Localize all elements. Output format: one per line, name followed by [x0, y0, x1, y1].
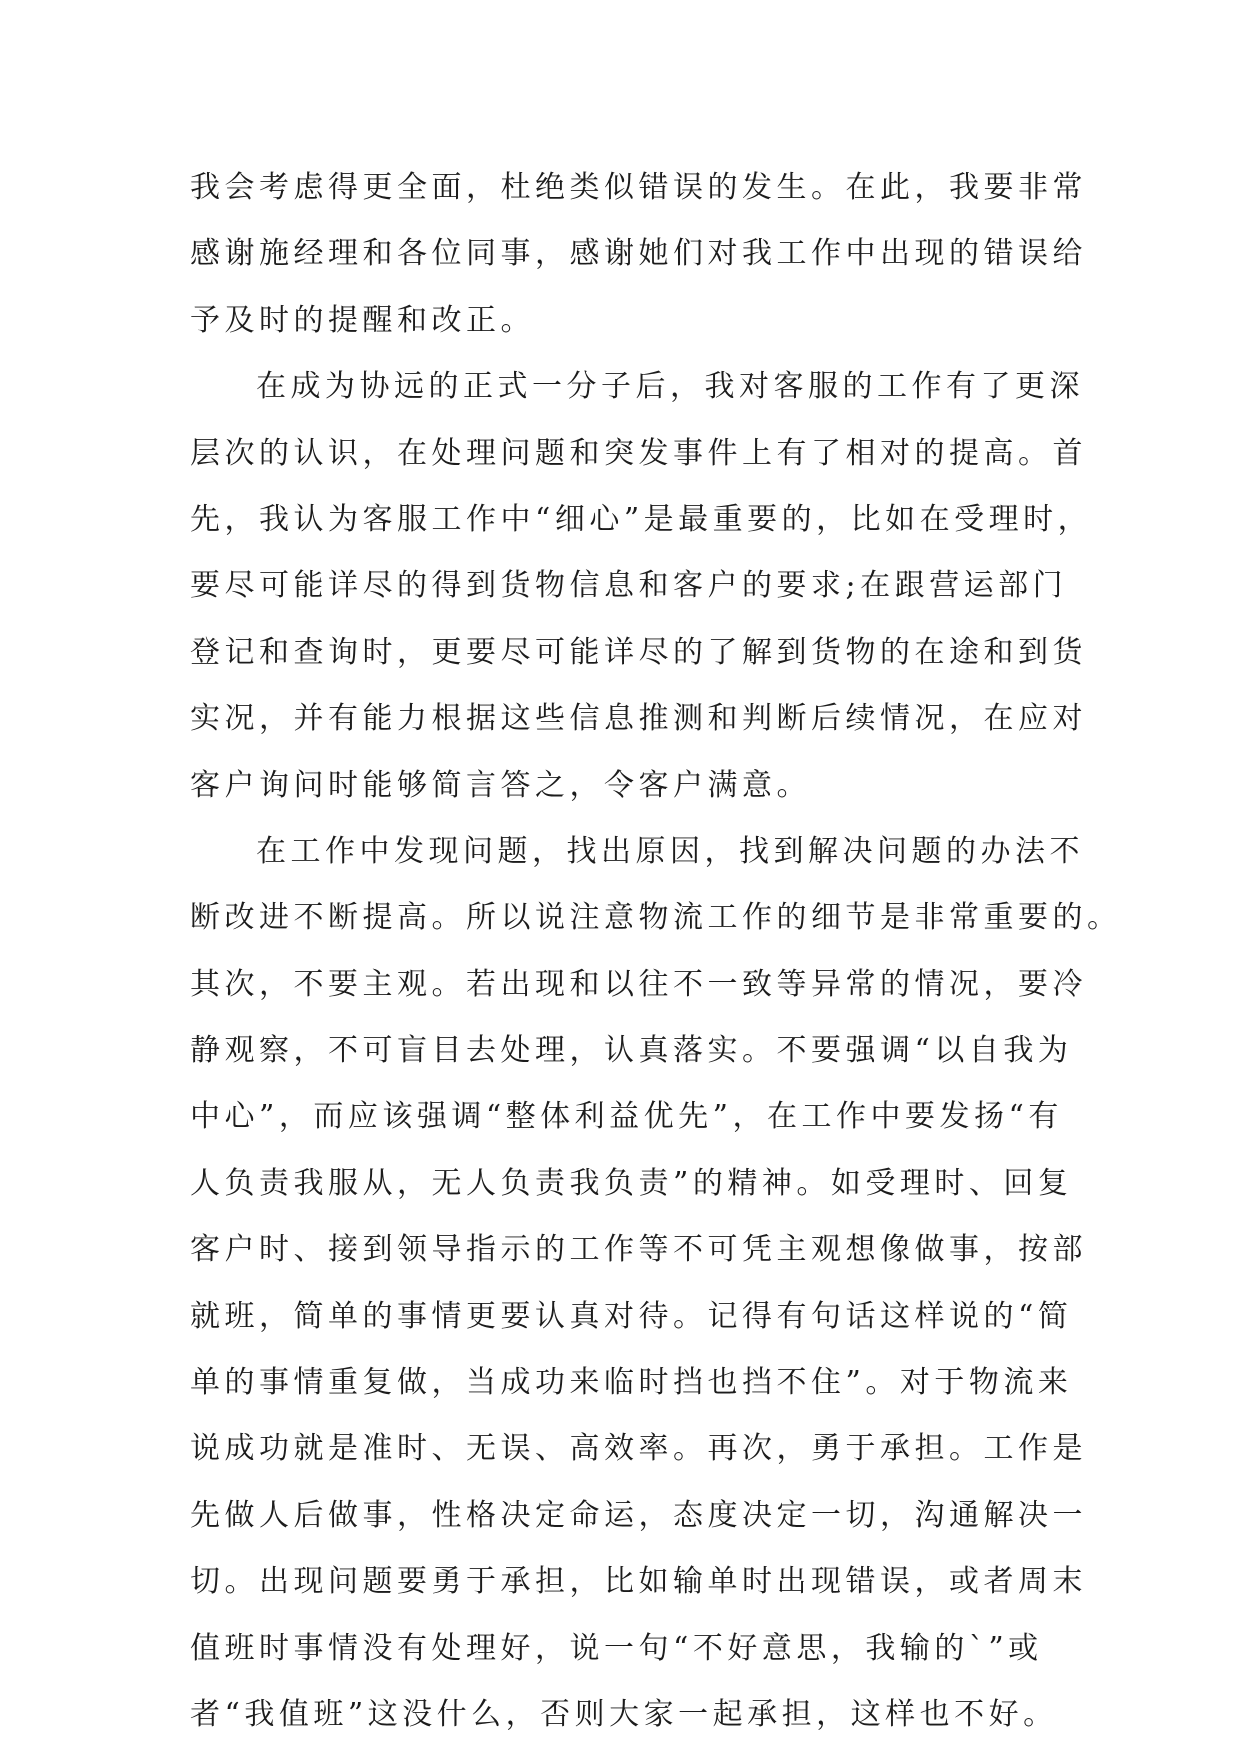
- paragraph-2: [190, 354, 1093, 819]
- body-text: [190, 155, 1122, 1748]
- text-line: 层次的认识，在处理问题和突发事件上有了相对的提高。首: [190, 435, 1087, 471]
- text-line: 实况，并有能力根据这些信息推测和判断后续情况，在应对: [190, 701, 1087, 737]
- text-line: 我会考虑得更全面，杜绝类似错误的发生。在此，我要非常: [190, 170, 1087, 205]
- text-line: 感谢施经理和各位同事，感谢她们对我工作中出现的错误给: [190, 236, 1087, 272]
- text-line: 登记和查询时，更要尽可能详尽的了解到货物的在途和到货: [190, 634, 1087, 670]
- text-line: 在成为协远的正式一分子后，我对客服的工作有了更深: [256, 369, 1084, 405]
- text-line: 先，我认为客服工作中“细心”是最重要的，比如在受理时，: [190, 501, 1093, 537]
- text-line: 静观察，不可盲目去处理，认真落实。不要强调“以自我为: [190, 1033, 1073, 1069]
- text-line: 要尽可能详尽的得到货物信息和客户的要求;在跟营运部门: [190, 568, 1068, 604]
- paragraph-1: [190, 155, 1087, 354]
- text-line: 断改进不断提高。所以说注意物流工作的细节是非常重要的。: [190, 900, 1122, 936]
- text-line: 者“我值班”这没什么，否则大家一起承担，这样也不好。: [190, 1696, 1058, 1732]
- text-line: 先做人后做事，性格决定命运，态度决定一切，沟通解决一: [190, 1497, 1087, 1533]
- text-line: 其次，不要主观。若出现和以往不一致等异常的情况，要冷: [190, 966, 1087, 1002]
- text-line: 值班时事情没有处理好，说一句“不好意思，我输的`”或: [190, 1630, 1043, 1666]
- text-line: 中心”，而应该强调“整体利益优先”，在工作中要发扬“有: [190, 1099, 1063, 1135]
- text-line: 予及时的提醒和改正。: [190, 302, 535, 338]
- text-line: 人负责我服从，无人负责我负责”的精神。如受理时、回复: [190, 1165, 1073, 1201]
- text-line: 客户时、接到领导指示的工作等不可凭主观想像做事，按部: [190, 1232, 1087, 1268]
- text-line: 单的事情重复做，当成功来临时挡也挡不住”。对于物流来: [190, 1365, 1073, 1401]
- text-line: 客户询问时能够简言答之，令客户满意。: [190, 767, 811, 803]
- text-line: 说成功就是准时、无误、高效率。再次，勇于承担。工作是: [190, 1431, 1087, 1467]
- text-line: 在工作中发现问题，找出原因，找到解决问题的办法不: [256, 833, 1084, 869]
- text-line: 就班，简单的事情更要认真对待。记得有句话这样说的“简: [190, 1298, 1073, 1334]
- paragraph-3: [190, 819, 1122, 1748]
- text-line: 切。出现问题要勇于承担，比如输单时出现错误，或者周末: [190, 1564, 1087, 1600]
